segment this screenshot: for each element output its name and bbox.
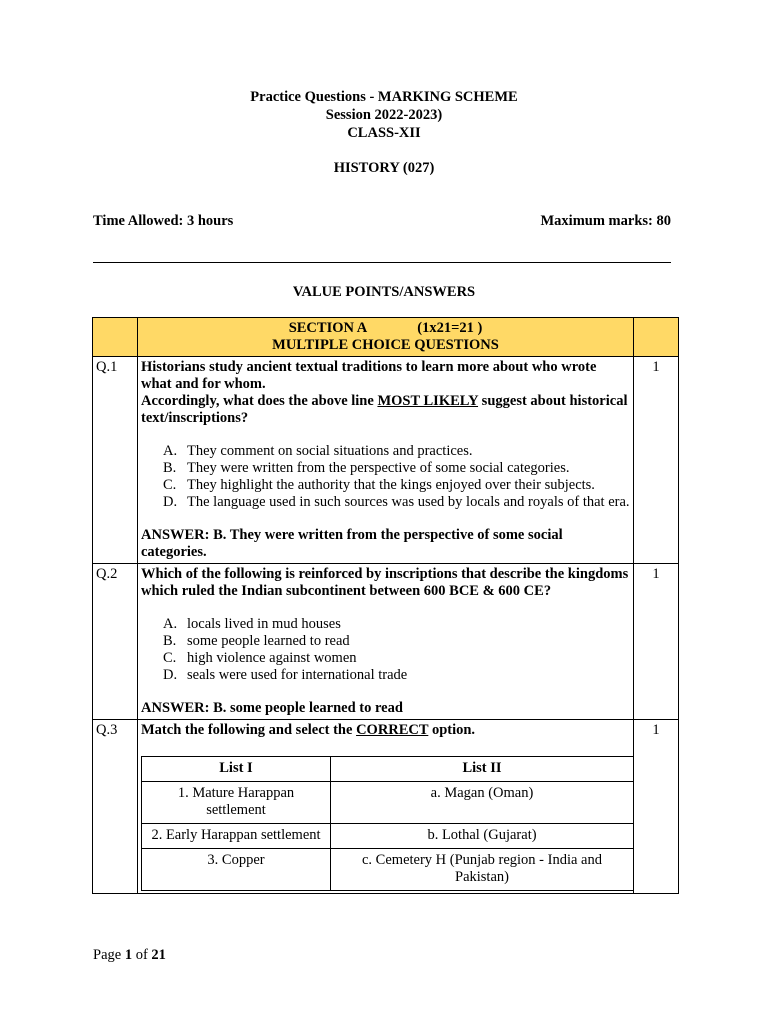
question-content [138,720,634,894]
question-text: Which of the following is reinforced by inscriptions that describe the kingdoms which ruled the Indian subcontinent between 600 BCE & 600 CE? [141,566,629,599]
answers-table [92,317,679,894]
option-item: C. high violence against women [163,650,357,666]
question-text-2: Accordingly, what does the above line MOST LIKELY suggest about historical text/inscriptions? [141,393,628,426]
question-text: Historians study ancient textual traditions to learn more about who wrote what and for whom. [141,359,597,392]
doc-subject: HISTORY (027) [333,160,435,176]
time-allowed: Time Allowed: 3 hours [93,213,234,229]
doc-title: Practice Questions - MARKING SCHEME [250,89,518,105]
option-item: B. They were written from the perspective of some social categories. [163,460,570,476]
section-scheme: (1x21=21 ) [417,320,483,336]
emphasis-text: MOST LIKELY [377,393,479,409]
options-list [141,443,630,511]
answer-text: ANSWER: B. some people learned to read [141,700,403,716]
total-pages: 21 [151,947,166,963]
question-content [138,357,634,564]
question-marks: 1 [634,720,679,894]
list-1-header: List I [142,757,331,782]
list-2-header: List II [331,757,634,782]
doc-class: CLASS-XII [347,125,421,141]
doc-session: Session 2022-2023) [325,107,443,123]
option-item: D. The language used in such sources was used by locals and royals of that era. [163,494,630,510]
answer-text: ANSWER: B. They were written from the perspective of some social categories. [141,527,563,560]
section-header-row [93,318,679,357]
question-marks: 1 [634,564,679,720]
question-number: Q.2 [93,564,138,720]
section-subtitle: MULTIPLE CHOICE QUESTIONS [272,337,499,353]
options-list [141,616,630,684]
match-row: 3. Copper c. Cemetery H (Punjab region - India and Pakistan) [142,849,634,891]
match-table [141,756,634,891]
match-row: 1. Mature Harappan settlement a. Magan (Oman) [142,782,634,824]
question-number: Q.1 [93,357,138,564]
question-content [138,564,634,720]
question-number: Q.3 [93,720,138,894]
match-header-row [142,757,634,782]
question-row-2 [93,564,679,720]
page-footer: Page 1 of 21 [93,947,166,963]
question-marks: 1 [634,357,679,564]
match-row: 2. Early Harappan settlement b. Lothal (Gujarat) [142,824,634,849]
current-page: 1 [124,947,133,963]
option-item: A. They comment on social situations and practices. [163,443,473,459]
option-item: C. They highlight the authority that the kings enjoyed over their subjects. [163,477,595,493]
max-marks: Maximum marks: 80 [540,213,671,229]
question-text: Match the following and select the CORRECT option. [141,722,476,738]
question-row-3 [93,720,679,894]
section-label: SECTION A [288,320,368,336]
question-row-1 [93,357,679,564]
option-item: D. seals were used for international trade [163,667,408,683]
option-item: B. some people learned to read [163,633,350,649]
section-title: VALUE POINTS/ANSWERS [292,284,476,300]
option-item: A. locals lived in mud houses [163,616,341,632]
divider-line [93,262,671,263]
emphasis-text: CORRECT [356,722,429,738]
